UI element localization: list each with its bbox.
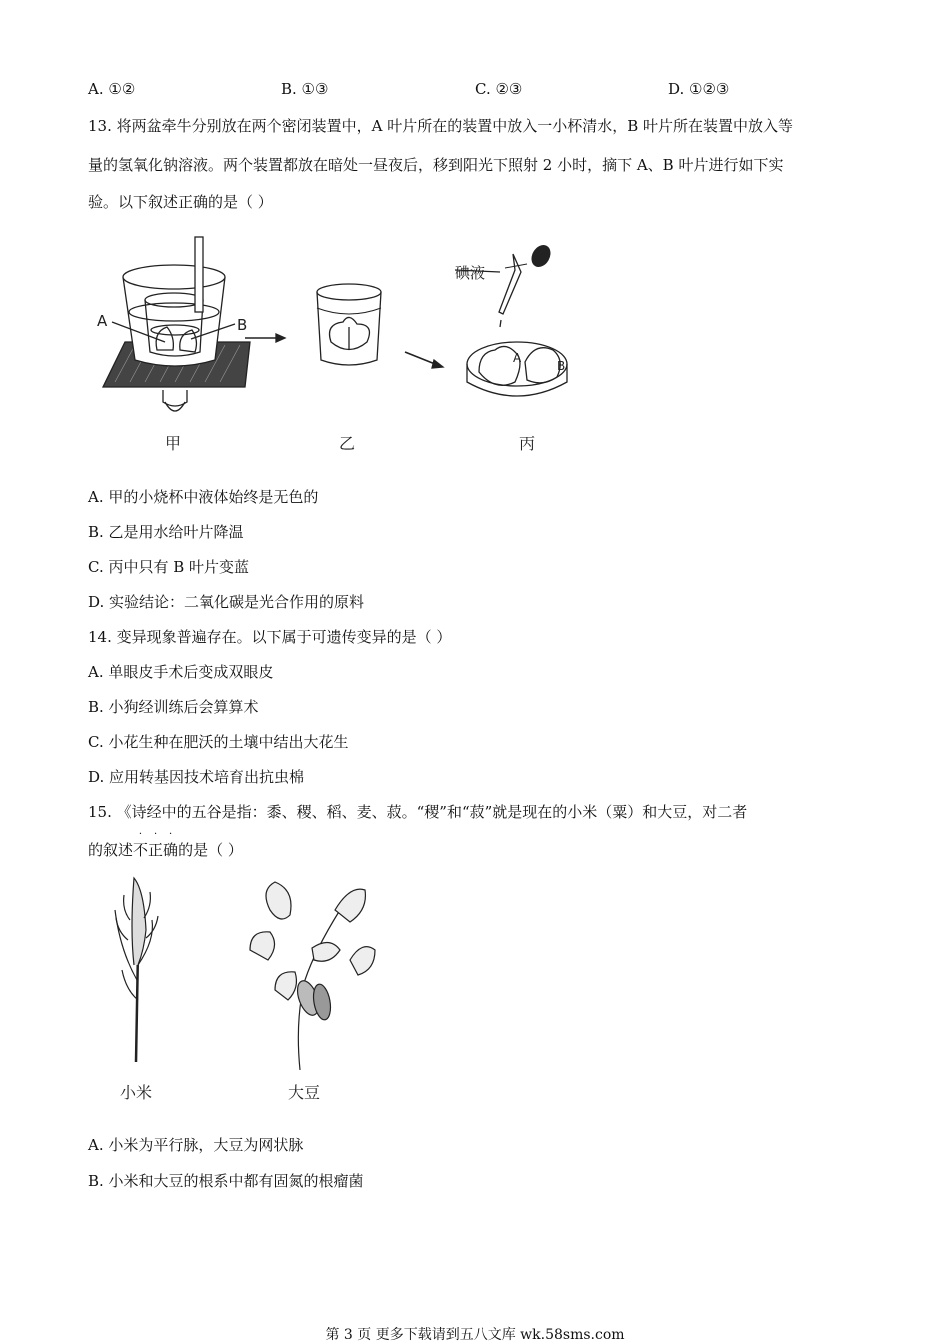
beaker-yi (317, 284, 381, 365)
soybean-plant-illustration (250, 882, 375, 1070)
q15-option-a: A. 小米为平行脉，大豆为网状脉 (88, 1136, 304, 1154)
q14-option-a: A. 单眼皮手术后变成双眼皮 (88, 663, 274, 681)
q15-plants-figure (100, 870, 380, 1110)
q15-stem-line2 (88, 829, 243, 860)
q13-option-a: A. 甲的小烧杯中液体始终是无色的 (88, 488, 319, 506)
fig-dish-b: B (557, 359, 566, 373)
q14-option-d: D. 应用转基因技术培育出抗虫棉 (88, 768, 305, 786)
q13-option-d: D. 实验结论：二氧化碳是光合作用的原料 (88, 593, 365, 611)
fig-dish-a: A (513, 351, 522, 365)
emphasis-char: · 不 (133, 829, 149, 859)
q12-option-a: A. ①② (88, 80, 136, 98)
q14-option-b: B. 小狗经训练后会算算术 (88, 698, 259, 716)
emphasis-char: · 确 (163, 829, 179, 859)
q14-stem: 14. 变异现象普遍存在。以下属于可遗传变异的是（ ） (88, 628, 452, 646)
q13-experiment-figure (95, 232, 595, 462)
q13-option-b: B. 乙是用水给叶片降温 (88, 523, 244, 541)
q15-stem-pre: 的叙述 (88, 841, 134, 859)
q12-option-b: B. ①③ (281, 80, 329, 98)
fig-caption-jia: 甲 (165, 434, 182, 453)
q12-option-c: C. ②③ (475, 80, 523, 98)
page-footer: 第 3 页 更多下载请到五八文库 wk.58sms.com (325, 1327, 625, 1343)
q15-option-b: B. 小米和大豆的根系中都有固氮的根瘤菌 (88, 1172, 364, 1190)
beaker-jia-apparatus (103, 237, 250, 411)
q13-stem-line3: 验。以下叙述正确的是（ ） (88, 193, 273, 211)
q12-option-d: D. ①②③ (668, 80, 730, 98)
caption-millet: 小米 (120, 1083, 153, 1102)
millet-plant-illustration (115, 878, 158, 1062)
q13-stem-line2: 量的氢氧化钠溶液。两个装置都放在暗处一昼夜后，移到阳光下照射 2 小时，摘下 A、B 叶片进行如下实 (88, 156, 784, 174)
q15-stem-line1: 15. 《诗经中的五谷是指：黍、稷、稻、麦、菽。“稷”和“菽”就是现在的小米（粟）和大豆，对二者 (88, 803, 748, 821)
q14-option-c: C. 小花生种在肥沃的土壤中结出大花生 (88, 733, 349, 751)
emphasis-char: · 正 (148, 829, 164, 859)
fig-label-b: B (237, 316, 248, 334)
q13-option-c: C. 丙中只有 B 叶片变蓝 (88, 558, 250, 576)
fig-label-a: A (97, 312, 108, 330)
q13-stem-line1: 13. 将两盆牵牛分别放在两个密闭装置中，A 叶片所在的装置中放入一小杯清水，B 叶片所在装置中放入等 (88, 117, 794, 135)
fig-label-iodine: 碘液 (455, 264, 486, 282)
fig-caption-bing: 丙 (519, 434, 536, 453)
fig-caption-yi: 乙 (339, 434, 356, 453)
caption-soybean: 大豆 (288, 1083, 321, 1102)
q15-stem-post: 的是（ ） (178, 841, 243, 859)
